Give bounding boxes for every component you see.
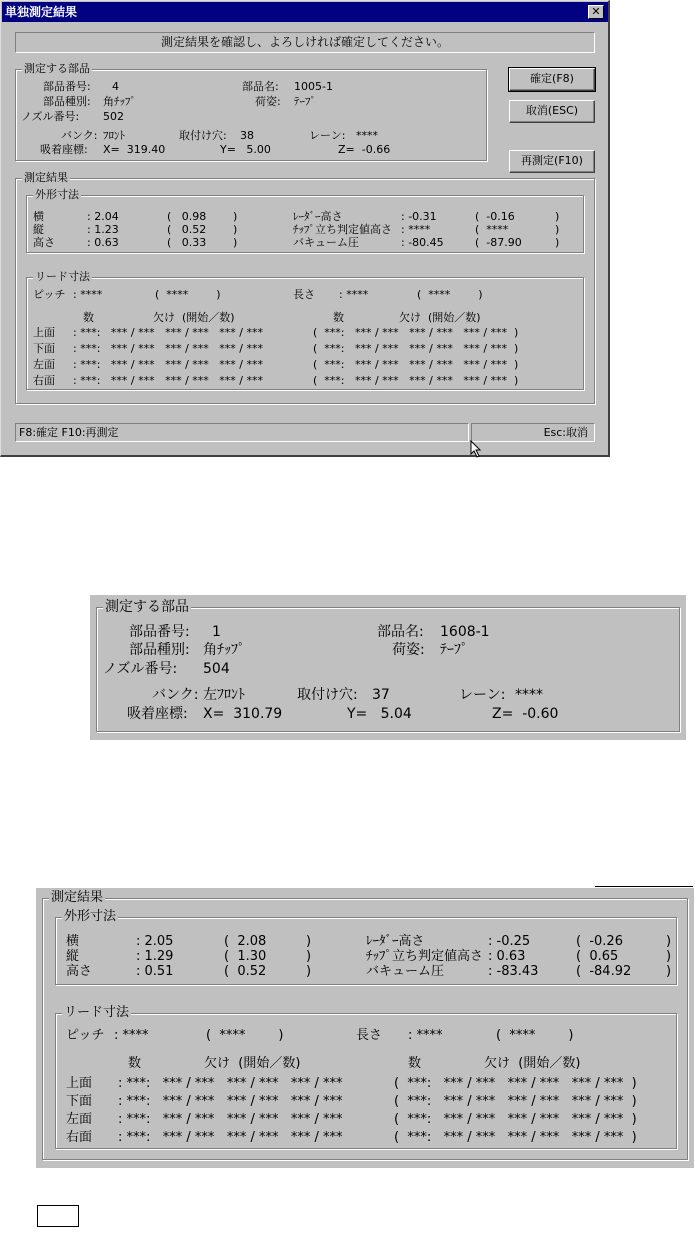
coord-y: Y= 5.00 [220,143,271,156]
part-group-title: 測定する部品 [24,62,90,75]
zoom-lane-label: レーン: [459,687,506,703]
outer-row-value: : 0.51 [136,964,174,979]
zoom-coord-label: 吸着座標: [127,706,188,722]
part-name-value: 1005-1 [294,80,333,93]
lead-row-label: 下面 [66,1094,93,1109]
outer-row-value2: : -83.43 [488,964,539,979]
nozzle-value: 502 [103,110,124,123]
outer-row-ref2: ( **** [475,223,509,236]
outer-row-close2: ) [666,949,672,964]
zoom-coord-y: Y= 5.04 [347,706,412,722]
hole-label: 取付け穴: [179,129,227,142]
outer-row-label: 縦 [33,223,44,236]
zoom-outer-dimensions-group [55,909,677,985]
outer-row-label: 高さ [33,236,55,249]
result-group [15,171,595,404]
measurement-dialog [0,0,610,457]
zoom-packing-label: 荷姿: [392,642,425,658]
zoom-result-panel [36,888,694,1168]
length-label: 長さ [293,288,315,301]
packing-value: ﾃｰﾌﾟ [294,95,316,108]
lead-row-left: : ***: *** / *** *** / *** *** / *** [73,326,263,339]
zoom-part-name-value: 1608-1 [440,624,490,640]
outer-row-label2: バキューム圧 [293,236,359,249]
outer-row-label: 縦 [66,949,80,964]
zoom-bank-label: バンク: [152,687,199,703]
pitch-value: : **** [73,288,103,301]
outer-row-value2: : -0.31 [401,210,437,223]
zoom-pitch-value: : **** [114,1028,149,1043]
lead-row-right: ( ***: *** / *** *** / *** *** / *** ) [394,1130,637,1145]
panel-top-rule [595,886,693,887]
outer-row-ref: ( 2.08 [224,934,267,949]
outer-row-label2: ﾚｰﾀﾞｰ高さ [293,210,343,223]
outer-dimensions-group [26,188,584,253]
part-type-label: 部品種別: [43,95,91,108]
zoom-hole-value: 37 [372,687,390,703]
outer-row-label: 横 [33,210,44,223]
lead-row-label: 下面 [33,342,55,355]
lead-head-count: 数 [83,311,94,324]
outer-row-close2: ) [555,236,560,249]
lead-row-right: ( ***: *** / *** *** / *** *** / *** ) [313,326,519,339]
zoom-hole-label: 取付け穴: [297,687,358,703]
outer-row-close: ) [233,210,238,223]
status-left: F8:確定 F10:再測定 [15,423,469,442]
lead-row-left: : ***: *** / *** *** / *** *** / *** [73,358,263,371]
lead-row-label: 右面 [66,1130,93,1145]
outer-row-label2: ﾁｯﾌﾟ立ち判定値高さ [293,223,392,236]
outer-row-close2: ) [666,934,672,949]
lead-head-defect-ref: 欠け (開始／数) [399,311,481,324]
outer-row-value2: : -80.45 [401,236,444,249]
zoom-part-type-value: 角ﾁｯﾌﾟ [203,642,245,658]
zoom-part-name-label: 部品名: [377,624,424,640]
outer-row-value: : 1.29 [136,949,174,964]
zoom-lead-dimensions-group [55,1005,677,1149]
result-group-title: 測定結果 [24,171,68,184]
lane-label: レーン: [309,129,346,142]
outer-row-close: ) [306,934,312,949]
zoom-pitch-label: ピッチ [66,1028,105,1043]
outer-row-ref: ( 0.33 [167,236,207,249]
zoom-packing-value: ﾃｰﾌﾟ [440,642,468,658]
lead-row-left: : ***: *** / *** *** / *** *** / *** [118,1112,343,1127]
lead-row-label: 上面 [66,1076,93,1091]
zoom-length-ref: ( **** ) [496,1028,574,1043]
outer-row-close: ) [306,949,312,964]
zoom-lead-dimensions-title: リード寸法 [64,1005,130,1020]
lead-row-label: 左面 [33,358,55,371]
outer-row-label2: ﾁｯﾌﾟ立ち判定値高さ [366,949,484,964]
lead-row-right: ( ***: *** / *** *** / *** *** / *** ) [313,342,519,355]
part-group [15,62,487,161]
zoom-lead-head-count-ref: 数 [408,1056,422,1071]
coord-x: X= 319.40 [103,143,166,156]
confirm-button[interactable]: 確定(F8) [509,68,595,91]
outer-row-ref2: ( -87.90 [475,236,522,249]
lead-row-right: ( ***: *** / *** *** / *** *** / *** ) [313,374,519,387]
outer-row-label2: ﾚｰﾀﾞｰ高さ [366,934,425,949]
lead-dimensions-title: リード寸法 [35,270,90,283]
zoom-result-group [42,890,688,1160]
part-name-label: 部品名: [242,80,279,93]
outer-row-ref2: ( 0.65 [576,949,619,964]
outer-row-close: ) [233,236,238,249]
zoom-result-group-title: 測定結果 [51,890,104,905]
zoom-part-group-title: 測定する部品 [105,599,189,615]
pitch-ref: ( **** ) [155,288,221,301]
outer-row-value2: : -0.25 [488,934,531,949]
lead-row-left: : ***: *** / *** *** / *** *** / *** [73,374,263,387]
hole-value: 38 [240,129,254,142]
zoom-length-value: : **** [408,1028,443,1043]
lead-row-left: : ***: *** / *** *** / *** *** / *** [118,1094,343,1109]
zoom-nozzle-label: ノズル番号: [103,661,178,677]
outer-row-value: : 1.23 [87,223,119,236]
close-icon: ✕ [591,5,601,18]
part-type-value: 角ﾁｯﾌﾟ [103,95,136,108]
zoom-part-group [96,599,680,732]
outer-row-value2: : **** [401,223,431,236]
outer-row-value: : 2.05 [136,934,174,949]
lead-row-label: 上面 [33,326,55,339]
outer-row-ref: ( 1.30 [224,949,267,964]
nozzle-label: ノズル番号: [21,110,80,123]
zoom-part-number-label: 部品番号: [129,624,190,640]
zoom-part-panel [90,595,686,740]
outer-row-ref2: ( -84.92 [576,964,632,979]
lead-row-left: : ***: *** / *** *** / *** *** / *** [118,1130,343,1145]
zoom-bank-value: 左ﾌﾛﾝﾄ [203,687,245,703]
outer-row-close: ) [306,964,312,979]
lead-row-left: : ***: *** / *** *** / *** *** / *** [73,342,263,355]
lead-row-right: ( ***: *** / *** *** / *** *** / *** ) [313,358,519,371]
zoom-coord-z: Z= -0.60 [492,706,559,722]
outer-row-ref: ( 0.52 [224,964,267,979]
coord-label: 吸着座標: [40,143,88,156]
length-ref: ( **** ) [417,288,483,301]
bank-value: ﾌﾛﾝﾄ [103,129,125,142]
outer-row-close2: ) [555,210,560,223]
part-number-value: 4 [112,80,119,93]
outer-row-close: ) [233,223,238,236]
outer-row-ref2: ( -0.16 [475,210,515,223]
outer-row-value2: : 0.63 [488,949,526,964]
outer-row-close2: ) [555,223,560,236]
blank-box [37,1205,79,1227]
outer-row-label: 高さ [66,964,93,979]
confirm-message: 測定結果を確認し、よろしければ確定してください。 [15,32,595,53]
lead-row-left: : ***: *** / *** *** / *** *** / *** [118,1076,343,1091]
length-value: : **** [339,288,369,301]
lane-value: **** [356,129,378,142]
bank-label: バンク: [61,129,98,142]
zoom-length-label: 長さ [356,1028,383,1043]
outer-row-close2: ) [666,964,672,979]
lead-row-label: 左面 [66,1112,93,1127]
cancel-button[interactable]: 取消(ESC) [509,100,595,123]
lead-row-label: 右面 [33,374,55,387]
lead-head-count-ref: 数 [333,311,344,324]
zoom-lead-head-count: 数 [128,1056,142,1071]
outer-row-value: : 0.63 [87,236,119,249]
zoom-outer-dimensions-title: 外形寸法 [64,909,117,924]
outer-row-value: : 2.04 [87,210,119,223]
zoom-nozzle-value: 504 [203,661,230,677]
pitch-label: ピッチ [33,288,66,301]
zoom-lead-head-defect: 欠け (開始／数) [204,1056,301,1071]
part-number-label: 部品番号: [43,80,91,93]
zoom-lane-value: **** [515,687,543,703]
outer-row-ref2: ( -0.26 [576,934,623,949]
packing-label: 荷姿: [255,95,281,108]
zoom-lead-head-defect-ref: 欠け (開始／数) [484,1056,581,1071]
mouse-cursor-icon [470,440,484,458]
zoom-part-type-label: 部品種別: [129,642,190,658]
dialog-titlebar[interactable] [2,2,608,22]
lead-row-right: ( ***: *** / *** *** / *** *** / *** ) [394,1076,637,1091]
coord-z: Z= -0.66 [338,143,391,156]
outer-row-label: 横 [66,934,80,949]
outer-dimensions-title: 外形寸法 [35,188,79,201]
status-right: Esc:取消 [471,423,595,442]
close-button[interactable] [588,5,604,19]
lead-row-right: ( ***: *** / *** *** / *** *** / *** ) [394,1112,637,1127]
lead-head-defect: 欠け (開始／数) [153,311,235,324]
zoom-coord-x: X= 310.79 [203,706,283,722]
lead-row-right: ( ***: *** / *** *** / *** *** / *** ) [394,1094,637,1109]
remeasure-button[interactable]: 再測定(F10) [509,150,595,173]
dialog-title: 単独測定結果 [5,5,78,19]
outer-row-ref: ( 0.52 [167,223,207,236]
outer-row-label2: バキューム圧 [366,964,445,979]
zoom-pitch-ref: ( **** ) [206,1028,284,1043]
outer-row-ref: ( 0.98 [167,210,207,223]
zoom-part-number-value: 1 [212,624,221,640]
lead-dimensions-group [26,270,584,390]
